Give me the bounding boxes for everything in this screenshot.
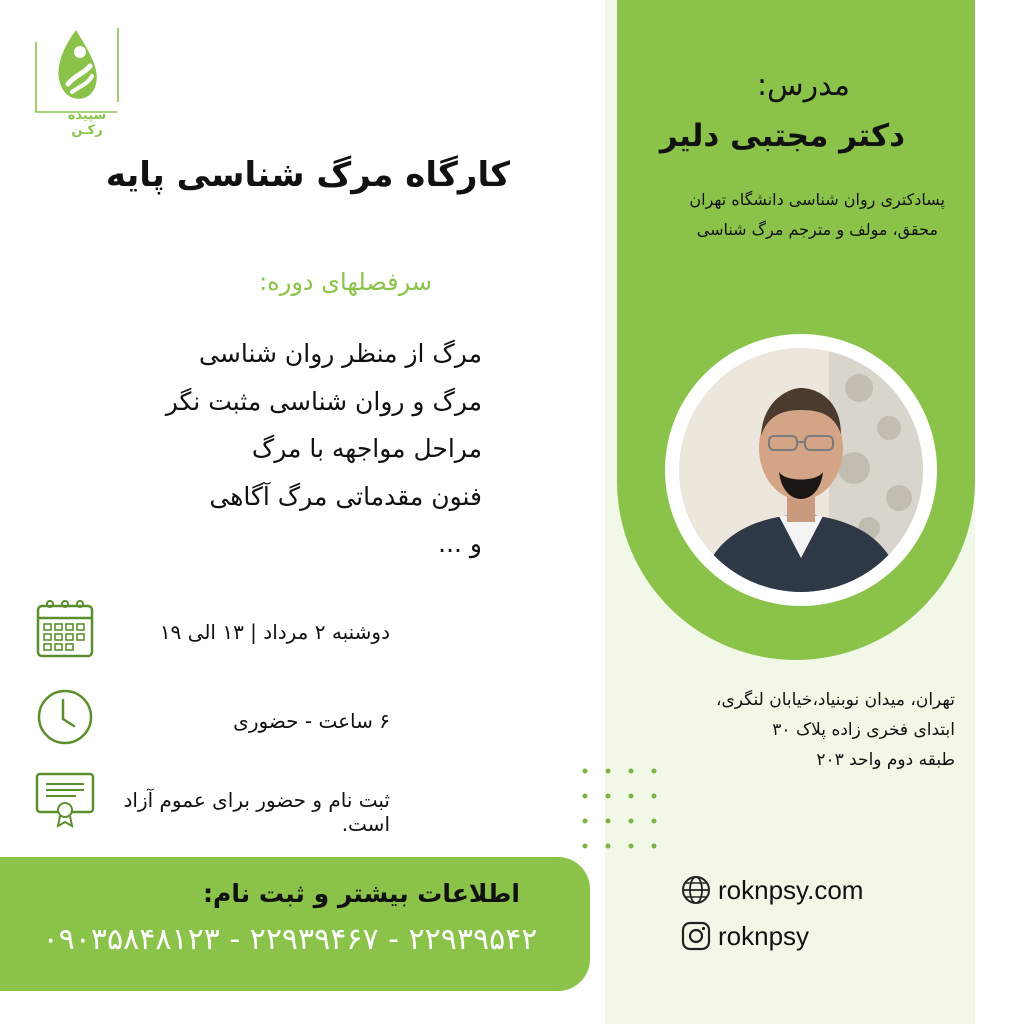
calendar-icon (34, 598, 96, 660)
list-item: مرگ و روان شناسی مثبت نگر (165, 386, 482, 416)
instructor-description: پسادکتری روان شناسی دانشگاه تهران (689, 190, 945, 209)
list-item: و ... (438, 529, 482, 558)
phone-numbers[interactable]: ۰۹۰۳۵۸۴۸۱۲۳ - ۲۲۹۳۹۴۶۷ - ۲۲۹۳۹۵۴۲ (42, 922, 538, 957)
address-line: تهران، میدان نوبنیاد،خیابان لنگری، (715, 690, 955, 710)
contact-heading: اطلاعات بیشتر و ثبت نام: (203, 879, 520, 908)
topics-list (120, 330, 482, 568)
clock-icon (34, 686, 96, 748)
topics-heading: سرفصلهای دوره: (259, 268, 432, 296)
address-line: طبقه دوم واحد ۲۰۳ (816, 750, 955, 770)
certificate-icon (34, 768, 96, 830)
duration-text: ۶ ساعت - حضوری (233, 709, 390, 733)
website-text[interactable]: roknpsy.com (718, 874, 864, 905)
address (620, 685, 955, 775)
instagram-handle[interactable]: roknpsy (718, 920, 810, 951)
website-link[interactable] (680, 872, 863, 908)
date-text: دوشنبه ۲ مرداد | ۱۳ الی ۱۹ (159, 620, 390, 644)
logo (32, 22, 122, 138)
decorative-dots (580, 766, 660, 852)
instructor-name: دکتر مجتبی دلیر (659, 118, 905, 154)
list-item: مراحل مواجهه با مرگ (251, 434, 482, 463)
registration-text: ثبت نام و حضور برای عموم آزاد است. (123, 788, 390, 836)
right-margin (975, 0, 1024, 1024)
instructor-photo (679, 348, 923, 592)
instructor-description: محقق، مولف و مترجم مرگ شناسی (696, 220, 938, 239)
page-title: کارگاه مرگ شناسی پایه (105, 155, 510, 195)
address-line: ابتدای فخری زاده پلاک ۳۰ (772, 720, 955, 740)
instagram-icon (680, 920, 712, 952)
list-item: مرگ از منظر روان شناسی (199, 339, 482, 368)
instructor-label: مدرس: (756, 68, 850, 103)
avatar (679, 348, 923, 592)
instagram-link[interactable] (680, 918, 809, 954)
list-item: فنون مقدماتی مرگ آگاهی (209, 481, 482, 511)
globe-icon (680, 874, 712, 906)
logo-text: سپیده رکـن (67, 108, 107, 138)
